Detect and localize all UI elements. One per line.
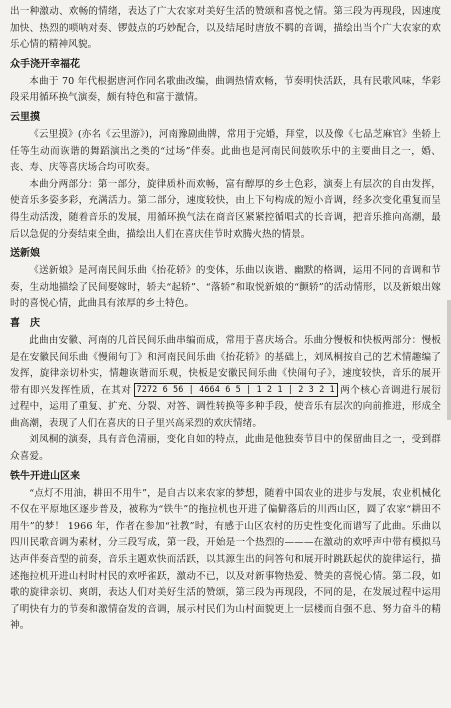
paragraph: “点灯不用油，耕田不用牛”，是自古以来农家的梦想，随着中国农业的进步与发展，农业机械化不仅在平原地区逐步普及，被称为“铁牛”的拖拉机也开进了偏僻落后的川西山区，圆了农家“耕田不用牛”的梦！ 1966 年，作者在参加“社教”时，有感于山区农村的历史性变化而谱写了此曲。乐曲以四川民歌音调为素材，分三段写成，第一段，开始是一个热烈的———在激动的欢呼声中带有模拟马达声伴奏音型的前奏，音乐主题欢快而活跃，以其源生出的问答句和展开时跳跃起伏的旋律运行，描述拖拉机开进山村时村民的欢呼雀跃，激动不已，以及对新事物热爱、赞美的喜悦心情。第二段，如歌的旋律亲切、爽朗，表达人们对美好生活的赞颂，第三段为再现段，不同的是，在发展过程中运用了明快有力的节奏和激情奋发的音调，展示村民们为山村面貌更上一层楼而自强不息、努力奋斗的精神。 (10, 487, 441, 632)
paragraph-text: 两个核心音调进行展衍过程中，运用了重复、扩充、分裂、对答、调性转换等多种手段，使音乐有层次的向前推进，形成全曲高潮，表现了人们在喜庆的日子里兴高采烈的欢庆情绪。 (10, 384, 442, 429)
section-heading: 铁牛开进山区来 (10, 470, 80, 482)
section-heading: 云里摸 (10, 111, 40, 123)
section-heading: 众手浇开幸福花 (10, 58, 80, 70)
paragraph-with-score (10, 333, 441, 433)
music-score-fragment: 7272 6 56 | 4664 6 5 | 1 2 1 | 2 3 2 1 (134, 383, 338, 397)
paragraph: 《云里摸》(亦名《云里游》)，河南豫剧曲牌，常用于完婚，拜堂，以及像《七品芝麻官》坐轿上任等生动而诙谐的舞蹈演出之类的“过场”伴奏。此曲也是河南民间鼓吹乐中的主要曲目之一，婚、丧、寿、庆等喜庆场合均可吹奏。 (10, 128, 441, 174)
paragraph: 《送新娘》是河南民间乐曲《抬花轿》的变体，乐曲以诙谐、幽默的格调，运用不同的音调和节奏，生动地描绘了民间娶嫁时，轿夫“起轿”、“落轿”和取悦新娘的“颤轿”的活动情形，以及新娘出嫁时的喜悦心情，此曲具有浓厚的乡土特色。 (10, 265, 441, 310)
section-heading: 喜 庆 (10, 317, 40, 329)
section-heading: 送新娘 (10, 248, 40, 260)
paragraph: 本曲于 70 年代根据唐河作同名歌曲改编，曲调热情欢畅，节奏明快活跃，具有民歌风味，华彩段采用循环换气演奏，颇有特色和富于激情。 (10, 75, 441, 104)
paragraph: 刘凤桐的演奏，具有音色清丽，变化自如的特点，此曲是他独奏节目中的保留曲目之一，受到群众喜爱。 (10, 434, 441, 463)
scan-edge-mark (447, 300, 451, 420)
paragraph-text: 此曲由安徽、河南的几首民间乐曲串编而成，常用于喜庆场合。乐曲分慢板和快板两部分：慢板是在安徽民间乐曲《慢闹句丁》和河南民间乐曲《抬花轿》的基础上，刘凤桐按自己的艺术情趣编了发挥，旋律亲切朴实，情趣诙谐而乐观，快板是安徽民间乐曲《快闹句子》，速度较快，音乐的展开带有即兴发挥性质，在其对 (10, 334, 441, 396)
paragraph: 本曲分两部分：第一部分，旋律质朴而欢畅，富有醇厚的乡土色彩，演奏上有层次的自由发挥，使音乐多姿多彩，充满活力。第二部分，速度较快，由上下句构成的短小音调，经多次变化重复而呈得生动活泼，随着音乐的发展，用循环换气法在商音区紧紧控循唱式的长音调，把音乐推向高潮，最后以急促的分奏结束全曲，描绘出人们在喜庆佳节时欢腾火热的情景。 (10, 178, 441, 240)
paragraph-intro: 出一种激动、欢畅的情绪，表达了广大农家对美好生活的赞颂和喜悦之情。第三段为再现段，因速度加快、热烈的唢呐对奏、锣鼓点的巧妙配合，以及结尾时唐放不羁的音调，描绘出当个广大农家的欢乐心情的精神风貌。 (10, 6, 441, 51)
